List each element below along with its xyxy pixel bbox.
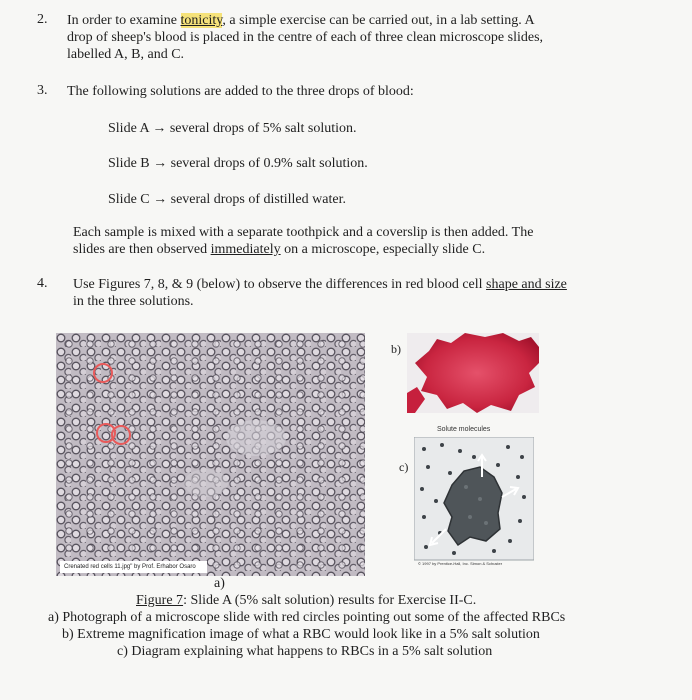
solute-label: Solute molecules bbox=[437, 426, 491, 433]
figure-number: Figure 7 bbox=[136, 593, 184, 608]
item-3-line-1: The following solutions are added to the three drops of blood: bbox=[67, 84, 414, 99]
para-text: slides are then observed bbox=[73, 242, 211, 257]
slide-c-text: several drops of distilled water. bbox=[170, 192, 346, 207]
slide-c-label: Slide C bbox=[108, 192, 150, 207]
item-4-text: Use Figures 7, 8, & 9 (below) to observe the differences in red blood cell bbox=[73, 277, 487, 292]
slide-c-line bbox=[108, 191, 346, 208]
label-a: a) bbox=[214, 576, 225, 591]
solute-diagram bbox=[414, 437, 534, 570]
slide-b-label: Slide B bbox=[108, 156, 150, 171]
arrow-icon: → bbox=[152, 121, 167, 136]
item-number-2: 2. bbox=[37, 12, 48, 27]
item-4-line-1 bbox=[73, 276, 567, 293]
item-number-4: 4. bbox=[37, 276, 48, 291]
microscope-photo bbox=[56, 333, 365, 576]
item-2-text: In order to examine bbox=[67, 13, 181, 28]
caption-c: c) Diagram explaining what happens to RBCs in a 5% salt solution bbox=[117, 644, 493, 659]
para-text-rest: on a microscope, especially slide C. bbox=[280, 242, 486, 257]
item-2-line-3: labelled A, B, and C. bbox=[67, 47, 185, 62]
item-2-text-rest: , a simple exercise can be carried out, in a lab setting. A bbox=[222, 13, 535, 28]
item-2-line-1 bbox=[67, 12, 535, 29]
caption-a: a) Photograph of a microscope slide with red circles pointing out some of the affected RBCs bbox=[48, 610, 566, 625]
highlighted-term: tonicity bbox=[180, 13, 223, 28]
slide-a-line bbox=[108, 120, 357, 137]
item-3-para-line-1: Each sample is mixed with a separate toothpick and a coverslip is then added. The bbox=[73, 225, 534, 240]
arrow-icon: → bbox=[153, 192, 168, 207]
item-number-3: 3. bbox=[37, 83, 48, 98]
magnified-rbc-image bbox=[407, 333, 539, 413]
slide-a-label: Slide A bbox=[108, 121, 149, 136]
caption-b: b) Extreme magnification image of what a RBC would look like in a 5% salt solution bbox=[62, 627, 540, 642]
figure-title-rest: : Slide A (5% salt solution) results for Exercise II-C. bbox=[183, 593, 477, 608]
item-2-line-2: drop of sheep's blood is placed in the centre of each of three clean microscope slides, bbox=[67, 30, 544, 45]
underlined-word: immediately bbox=[210, 242, 281, 257]
copyright-text: © 1997 by Prentice-Hall, Inc. Simon & Schuster bbox=[418, 561, 503, 566]
label-b: b) bbox=[391, 342, 401, 356]
underlined-phrase: shape and size bbox=[486, 277, 567, 292]
slide-a-text: several drops of 5% salt solution. bbox=[169, 121, 357, 136]
figure-title bbox=[136, 592, 476, 609]
slide-b-text: several drops of 0.9% salt solution. bbox=[170, 156, 368, 171]
item-4-line-2: in the three solutions. bbox=[73, 294, 194, 309]
arrow-icon: → bbox=[153, 156, 168, 171]
slide-b-line bbox=[108, 155, 368, 172]
item-3-para-line-2 bbox=[73, 241, 485, 258]
photo-credit: Crenated red cells 11.jpg" by Prof. Erhabor Osaro bbox=[64, 564, 196, 570]
label-c: c) bbox=[399, 460, 409, 474]
